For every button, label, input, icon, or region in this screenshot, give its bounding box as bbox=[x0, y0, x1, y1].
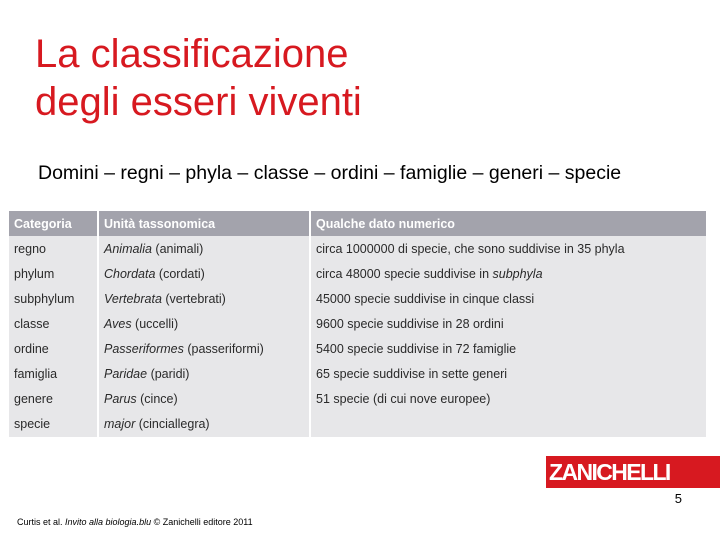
cell-category: ordine bbox=[9, 336, 99, 361]
table-row bbox=[9, 286, 706, 311]
zanichelli-logo bbox=[546, 456, 720, 488]
cell-taxon bbox=[99, 311, 311, 336]
numeric-data-italic: subphyla bbox=[492, 266, 543, 281]
taxon-common-name: (uccelli) bbox=[131, 316, 179, 331]
footer-book-title: Invito alla biologia.blu bbox=[65, 517, 152, 527]
taxonomy-table bbox=[9, 211, 706, 437]
taxon-common-name: (cince) bbox=[136, 391, 178, 406]
taxon-common-name: (cordati) bbox=[155, 266, 205, 281]
cell-numeric-data bbox=[311, 361, 706, 386]
cell-taxon bbox=[99, 386, 311, 411]
numeric-data-text: 65 specie suddivise in sette generi bbox=[316, 366, 508, 381]
table-row bbox=[9, 261, 706, 286]
slide-title bbox=[35, 30, 362, 126]
footer-credit bbox=[17, 517, 253, 527]
cell-category: subphylum bbox=[9, 286, 99, 311]
cell-numeric-data bbox=[311, 311, 706, 336]
header-categoria: Categoria bbox=[9, 211, 99, 236]
taxon-scientific-name: major bbox=[104, 417, 136, 431]
table-row bbox=[9, 411, 706, 437]
cell-numeric-data bbox=[311, 411, 706, 437]
cell-category: regno bbox=[9, 236, 99, 261]
taxon-scientific-name: Parus bbox=[104, 391, 137, 406]
table-row bbox=[9, 386, 706, 411]
numeric-data-text: 45000 specie suddivise in cinque classi bbox=[316, 291, 535, 306]
taxon-scientific-name: Aves bbox=[104, 316, 132, 331]
footer-authors: Curtis et al. bbox=[17, 517, 66, 527]
taxon-common-name: (animali) bbox=[151, 241, 204, 256]
taxon-scientific-name: Paridae bbox=[104, 366, 148, 381]
header-qualche-dato-numerico: Qualche dato numerico bbox=[311, 211, 706, 236]
table-row bbox=[9, 361, 706, 386]
cell-category: famiglia bbox=[9, 361, 99, 386]
taxon-common-name: (paridi) bbox=[147, 366, 190, 381]
taxon-scientific-name: Passeriformes bbox=[104, 341, 184, 356]
cell-category: specie bbox=[9, 411, 99, 437]
cell-taxon bbox=[99, 236, 311, 261]
cell-numeric-data bbox=[311, 261, 706, 286]
cell-taxon bbox=[99, 361, 311, 386]
table-row bbox=[9, 336, 706, 361]
cell-category: phylum bbox=[9, 261, 99, 286]
title-line-1: La classificazione bbox=[35, 32, 349, 76]
taxon-common-name: (cinciallegra) bbox=[135, 417, 210, 431]
cell-numeric-data bbox=[311, 386, 706, 411]
table-header-row bbox=[9, 211, 706, 236]
taxon-scientific-name: Chordata bbox=[104, 266, 156, 281]
cell-numeric-data bbox=[311, 286, 706, 311]
header-unita-tassonomica: Unità tassonomica bbox=[99, 211, 311, 236]
title-line-2: degli esseri viventi bbox=[35, 80, 362, 124]
numeric-data-text: 9600 specie suddivise in 28 ordini bbox=[316, 316, 504, 331]
cell-taxon bbox=[99, 411, 311, 437]
cell-numeric-data bbox=[311, 336, 706, 361]
table-row bbox=[9, 311, 706, 336]
numeric-data-text: circa 48000 specie suddivise in bbox=[316, 266, 493, 281]
logo-text: ZANICHELLI bbox=[549, 459, 670, 485]
taxon-common-name: (passeriformi) bbox=[183, 341, 264, 356]
footer-publisher: © Zanichelli editore 2011 bbox=[151, 517, 253, 527]
cell-taxon bbox=[99, 261, 311, 286]
cell-taxon bbox=[99, 286, 311, 311]
page-number: 5 bbox=[674, 491, 682, 506]
cell-numeric-data bbox=[311, 236, 706, 261]
taxon-common-name: (vertebrati) bbox=[161, 291, 226, 306]
numeric-data-text: 5400 specie suddivise in 72 famiglie bbox=[316, 341, 517, 356]
taxon-scientific-name: Animalia bbox=[104, 241, 152, 256]
cell-taxon bbox=[99, 336, 311, 361]
taxon-scientific-name: Vertebrata bbox=[104, 291, 162, 306]
taxonomy-hierarchy-subtitle: Domini – regni – phyla – classe – ordini – famiglie – generi – specie bbox=[38, 162, 622, 184]
table-row bbox=[9, 236, 706, 261]
cell-category: genere bbox=[9, 386, 99, 411]
numeric-data-text: circa 1000000 di specie, che sono suddivise in 35 phyla bbox=[316, 241, 625, 256]
cell-category: classe bbox=[9, 311, 99, 336]
numeric-data-text: 51 specie (di cui nove europee) bbox=[316, 391, 491, 406]
